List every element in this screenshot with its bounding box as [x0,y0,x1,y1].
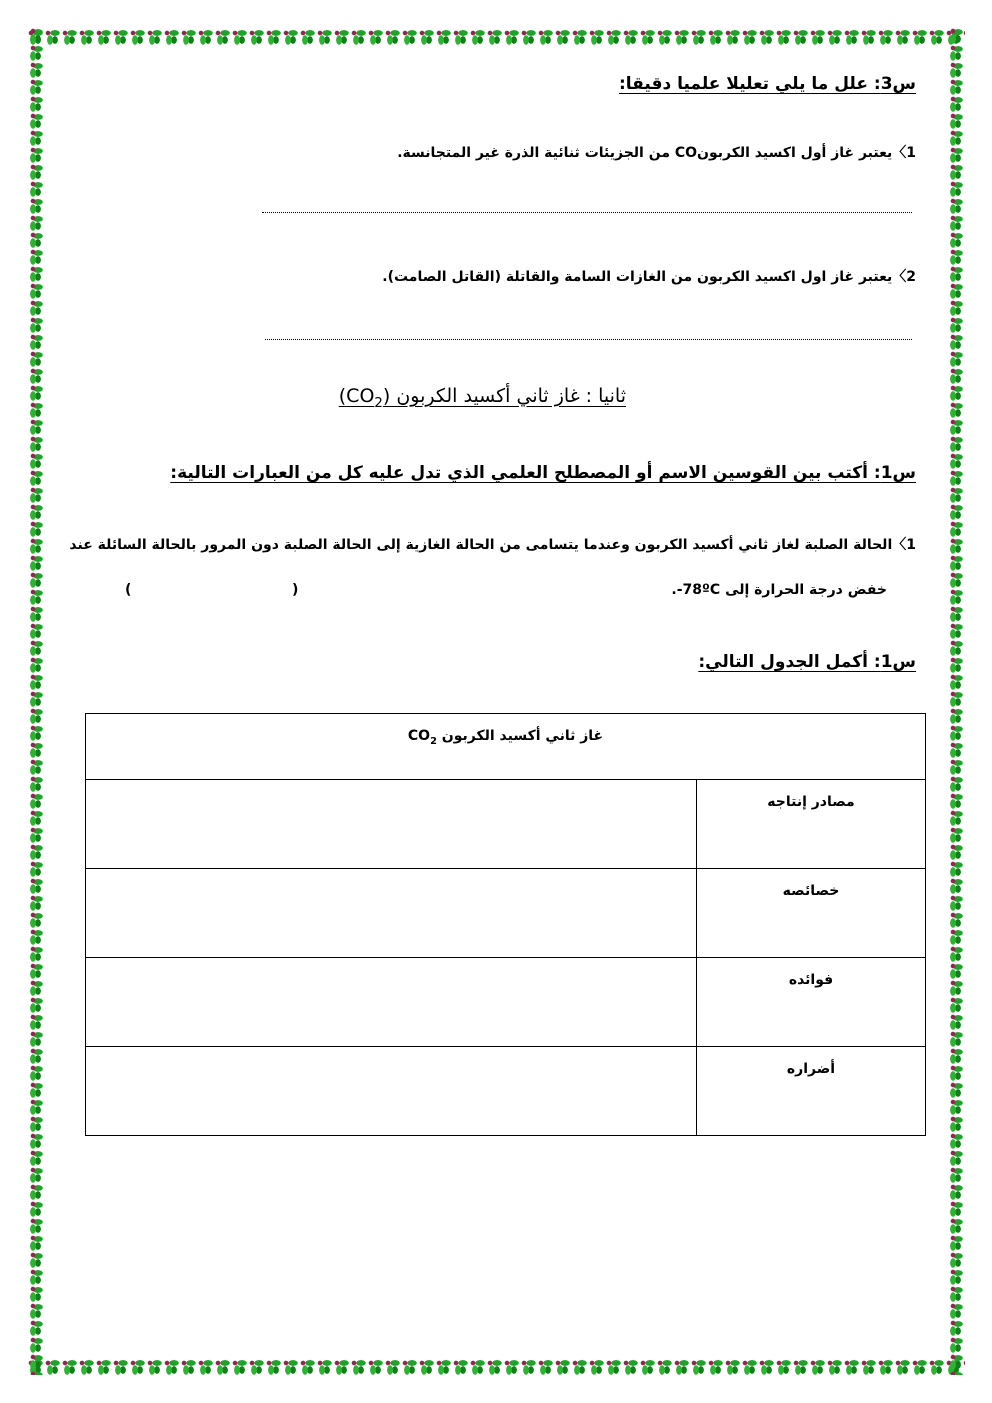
answer-blank[interactable] [140,580,288,602]
answer-cell[interactable] [86,1047,697,1136]
question-1-item-1-cont: خفض درجة الحرارة إلى 78ºC-. [671,582,887,598]
co2-table [85,713,926,1136]
question-1-heading: س1: أكتب بين القوسين الاسم أو المصطلح العلمي الذي تدل عليه كل من العبارات التالية: [170,463,916,483]
answer-bracket-close: ) [125,582,132,598]
row-label: خصائصه [697,869,926,958]
section-title-text: ثانيا : غاز ثاني أكسيد الكربون (CO [346,385,626,407]
question-3-item-2: 2〉يعتبر غاز اول اكسيد الكربون من الغازات السامة والقاتلة (القاتل الصامت). [382,269,916,285]
item-number: 2 [906,269,916,285]
decorative-border-left [27,27,45,1375]
item-number: 1 [906,145,916,161]
answer-line[interactable] [265,339,912,340]
subscript: 2 [374,395,383,411]
row-label: مصادر إنتاجه [697,780,926,869]
decorative-border-top [27,27,965,45]
question-3-heading: س3: علل ما يلي تعليلا علميا دقيقا: [618,74,916,94]
item-number: 1 [906,537,916,553]
section-title-end: ) [338,385,347,407]
section-title [339,385,626,411]
answer-line[interactable] [262,212,912,213]
answer-cell[interactable] [86,869,697,958]
table-row [86,780,926,869]
table-header [86,714,926,780]
table-row [86,958,926,1047]
question-1b-heading: س1: أكمل الجدول التالي: [698,652,916,672]
table-row [86,1047,926,1136]
question-1-item-1: 1〉الحالة الصلبة لغاز ثاني أكسيد الكربون وعندما يتسامى من الحالة الغازية إلى الحالة الصلبة دون المرور بالحالة السائلة عند [69,537,916,553]
item-text: الحالة الصلبة لغاز ثاني أكسيد الكربون وعندما يتسامى من الحالة الغازية إلى الحالة الصلبة دون المرور بالحالة السائلة عند [69,537,893,553]
answer-cell[interactable] [86,780,697,869]
decorative-border-bottom [27,1357,965,1375]
answer-bracket-open: ( [292,582,299,598]
row-label: فوائده [697,958,926,1047]
subscript: 2 [430,735,437,747]
item-text: يعتبر غاز أول اكسيد الكربونCO من الجزيئات ثنائية الذرة غير المتجانسة. [397,145,893,161]
row-label: أضراره [697,1047,926,1136]
table-header-text: غاز ثاني أكسيد الكربون CO [407,728,604,744]
answer-cell[interactable] [86,958,697,1047]
table-row [86,869,926,958]
item-text: يعتبر غاز اول اكسيد الكربون من الغازات السامة والقاتلة (القاتل الصامت). [382,269,893,285]
decorative-border-right [947,27,965,1375]
question-3-item-1: 1〉يعتبر غاز أول اكسيد الكربونCO من الجزيئات ثنائية الذرة غير المتجانسة. [397,145,916,161]
